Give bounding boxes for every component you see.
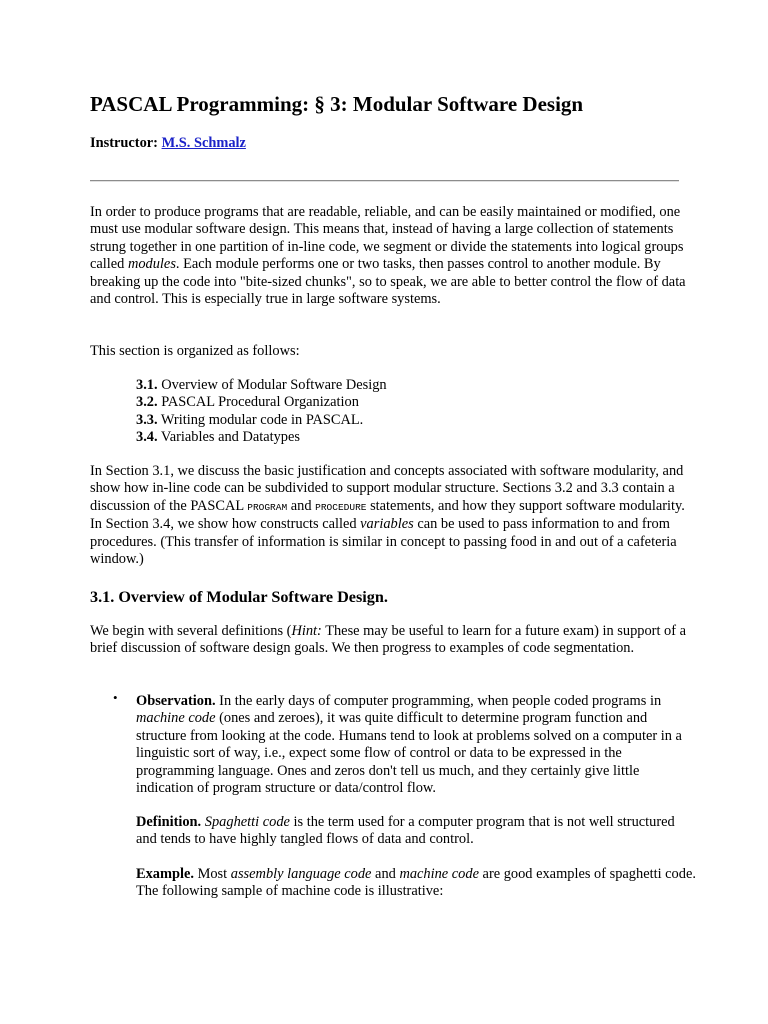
intro-text-end: . Each module performs one or two tasks, then passes control to another module. By breaking up the code into "bite-sized chunks", so to speak, we are able to better control the flow of data and control. This is especially true in large software systems. [90, 256, 686, 308]
summary-text-3: statements, and how they support software modularity. In Section 3.4, we show how constructs called [90, 497, 685, 533]
outline-number: 3.3. [136, 411, 158, 428]
summary-emphasis-variables: variables [360, 516, 414, 533]
observation-text-2: (ones and zeroes), it was quite difficult to determine program function and structure from looking at the code. Humans tend to look at problems solved on a computer in a linguistic sort of way, i.e., expect some flow of control or data to be expressed in the programming language. Ones and zeros don't tell us much, and they certainly give little indication of program structure or data/control flow. [136, 710, 682, 797]
machine-code-emphasis: machine code [136, 710, 216, 727]
definitions-intro [90, 623, 690, 658]
bullet-marker: • [113, 690, 118, 705]
outline-text: Variables and Datatypes [157, 429, 300, 446]
observation-label: Observation. [136, 693, 216, 709]
summary-paragraph [90, 463, 690, 568]
outline-number: 3.1. [136, 377, 158, 393]
page-title: PASCAL Programming: § 3: Modular Software Design [90, 92, 584, 116]
outline-text: Writing modular code in PASCAL. [157, 411, 364, 428]
instructor-link[interactable]: M.S. Schmalz [161, 135, 246, 151]
outline-item [136, 394, 387, 411]
definition-label: Definition. [136, 814, 202, 830]
outline-number: 3.2. [136, 394, 158, 411]
observation-text-1: In the early days of computer programming, when people coded programs in [215, 693, 662, 709]
example-text-2: and [371, 866, 400, 882]
section-outline [136, 377, 387, 447]
example-paragraph [136, 866, 696, 901]
summary-text-2: and [287, 497, 316, 514]
intro-emphasis-modules: modules [127, 256, 176, 273]
spaghetti-code-emphasis: Spaghetti code [204, 814, 290, 830]
machine-code-emphasis-2: machine code [399, 866, 479, 882]
definitions-text-1: We begin with several definitions ( [90, 623, 292, 639]
summary-text-1: In Section 3.1, we discuss the basic justification and concepts associated with software modularity, and show how in-line code can be subdivided to support modular structure. Sections 3.2 and 3.3 contain a discussion of the PASCAL [90, 463, 684, 514]
keyword-procedure: PROCEDURE [315, 501, 367, 513]
example-label: Example. [136, 866, 194, 882]
instructor-label: Instructor: [90, 135, 158, 151]
assembly-code-emphasis: assembly language code [230, 866, 372, 882]
organization-intro: This section is organized as follows: [90, 343, 300, 359]
intro-text-start: In order to produce programs that are readable, reliable, and can be easily maintained or modified, one must use modular software design. This means that, instead of having a large collection of statements strung together in one partition of in-line code, we segment or divide the statements into logical groups called [90, 204, 684, 273]
outline-item [136, 429, 387, 446]
keyword-program: PROGRAM [247, 501, 288, 513]
outline-text: PASCAL Procedural Organization [157, 394, 359, 411]
definitions-text-2: These may be useful to learn for a future exam) in support of a brief discussion of software design goals. We then progress to examples of code segmentation. [90, 623, 687, 657]
observation-paragraph [136, 693, 696, 797]
section-heading-3-1: 3.1. Overview of Modular Software Design. [90, 588, 388, 606]
outline-item [136, 377, 387, 394]
definition-text: is the term used for a computer program that is not well structured and tends to have highly tangled flows of data and control. [136, 814, 675, 848]
intro-paragraph [90, 204, 690, 308]
hint-emphasis: Hint: [291, 623, 322, 639]
horizontal-divider [90, 180, 679, 182]
outline-item [136, 412, 387, 429]
definition-paragraph [136, 814, 696, 849]
outline-number: 3.4. [136, 429, 158, 446]
example-text-1: Most [193, 866, 231, 882]
instructor-line [90, 135, 246, 152]
example-text-3: are good examples of spaghetti code. The following sample of machine code is illustrative: [136, 866, 696, 900]
summary-text-4: can be used to pass information to and from procedures. (This transfer of information is similar in concept to passing food in and out of a cafeteria window.) [90, 516, 677, 568]
outline-text: Overview of Modular Software Design [157, 377, 387, 393]
